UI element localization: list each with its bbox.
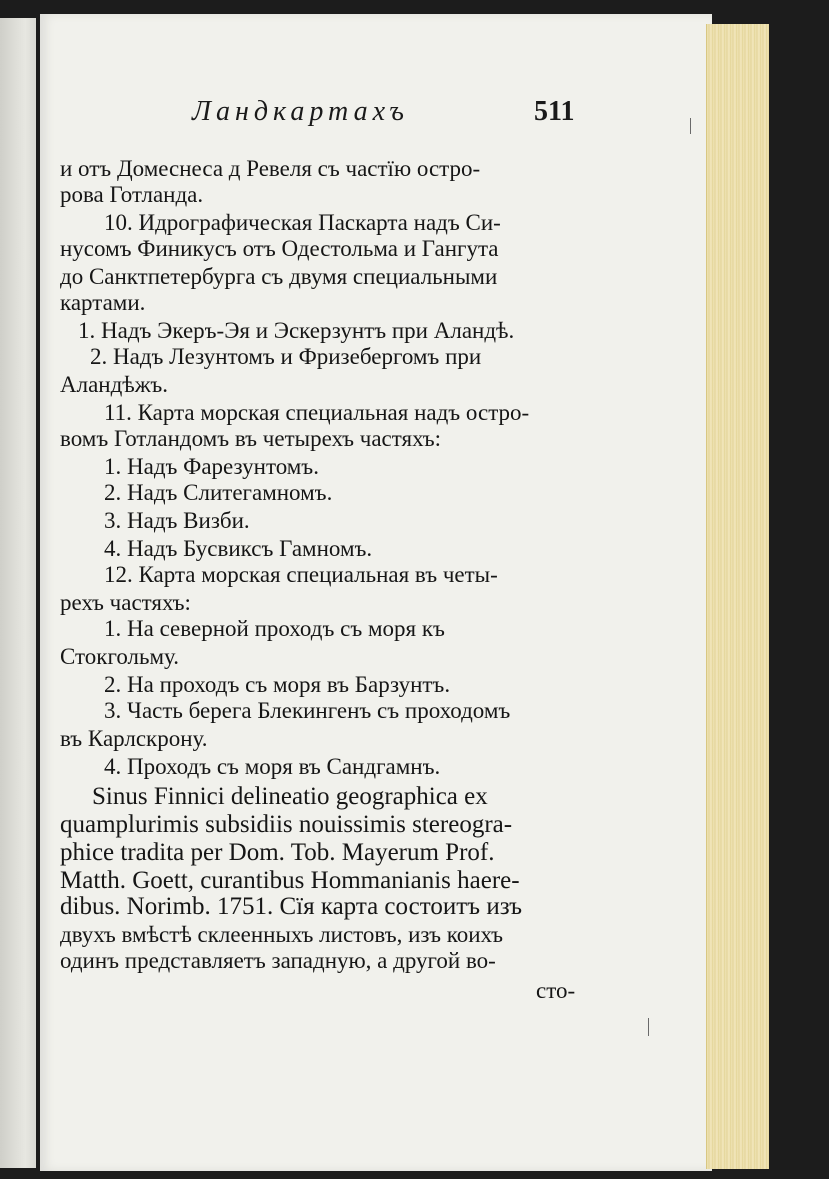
- text-line: 1. Надъ Экеръ-Эя и Эскерзунтъ при Аландѣ.: [78, 318, 515, 343]
- text-line: и отъ Домеснеса д Ревеля съ частїю остро-: [60, 156, 481, 181]
- text-line: 10. Идрографическая Паскарта надъ Си-: [104, 210, 501, 235]
- text-line: 11. Карта морская специальная надъ остро-: [104, 400, 530, 425]
- text-line: quamplurimis subsidiis nouissimis stereogra-: [60, 811, 513, 838]
- facing-page-edge: [0, 18, 36, 1168]
- text-line: рехъ частяхъ:: [60, 590, 191, 615]
- text-line: рова Готланда.: [60, 182, 204, 207]
- paper-mark: [690, 118, 691, 134]
- text-line: Matth. Goett, curantibus Hommanianis haere-: [60, 867, 520, 894]
- text-line: 1. Надъ Фарезунтомъ.: [104, 454, 319, 479]
- text-line: 3. Надъ Визби.: [104, 508, 250, 533]
- text-line: 1. На северной проходъ съ моря къ: [104, 616, 445, 641]
- text-line: въ Карлскрону.: [60, 726, 208, 751]
- text-line: Sinus Finnici delineatio geographica ex: [92, 783, 488, 810]
- text-line: 2. Надъ Слитегамномъ.: [104, 480, 333, 505]
- text-line: phice tradita per Dom. Tob. Mayerum Prof.: [60, 839, 495, 866]
- text-line: 2. Надъ Лезунтомъ и Фризебергомъ при: [90, 344, 482, 369]
- paper-mark: [648, 1018, 649, 1036]
- catchword: сто-: [536, 978, 576, 1003]
- text-line: 3. Часть берега Блекингенъ съ проходомъ: [104, 698, 511, 723]
- text-line: 4. Проходъ съ моря въ Сандгамнъ.: [104, 754, 441, 779]
- text-line: 4. Надъ Бусвиксъ Гамномъ.: [104, 536, 373, 561]
- text-line: dibus. Norimb. 1751. Сїя карта состоитъ изъ: [60, 893, 523, 920]
- text-line: 12. Карта морская специальная въ четы-: [104, 562, 498, 587]
- text-line: Стокгольму.: [60, 644, 179, 669]
- text-line: вомъ Готландомъ въ четырехъ частяхъ:: [60, 426, 441, 451]
- page-block-edge: [706, 24, 769, 1169]
- page-header: [192, 96, 592, 136]
- text-line: до Санктпетербурга съ двумя специальными: [60, 264, 498, 289]
- text-line: одинъ представляетъ западную, а другой во-: [60, 948, 496, 973]
- text-line: Аландѣжъ.: [60, 372, 169, 397]
- text-line: 2. На проходъ съ моря въ Барзунтъ.: [104, 672, 451, 697]
- text-line: картами.: [60, 290, 146, 315]
- running-head: Ландкартахъ: [192, 96, 409, 127]
- text-line: нусомъ Финикусъ отъ Одестольма и Гангута: [60, 236, 499, 261]
- page-number: 511: [534, 96, 575, 127]
- text-line: двухъ вмѣстѣ склеенныхъ листовъ, изъ коихъ: [60, 922, 504, 947]
